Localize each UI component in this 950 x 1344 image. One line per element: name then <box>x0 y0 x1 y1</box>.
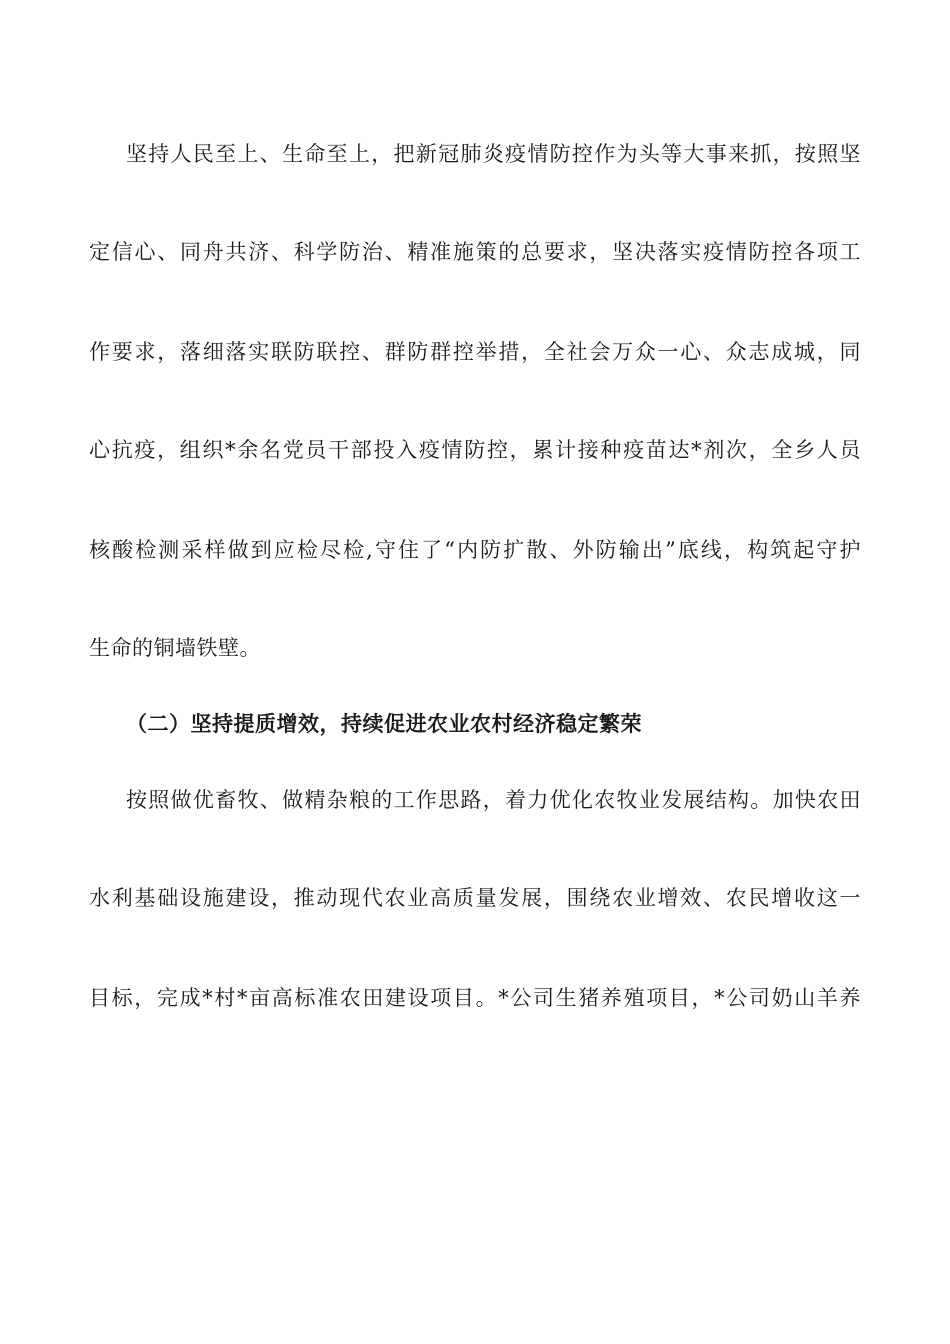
paragraph1-line-5: 核酸检测采样做到应检尽检,守住了“内防扩散、外防输出”底线，构筑起守护 <box>89 538 861 562</box>
paragraph1-line-1: 坚持人民至上、生命至上，把新冠肺炎疫情防控作为头等大事来抓，按照坚 <box>126 142 861 166</box>
paragraph2-line-1: 按照做优畜牧、做精杂粮的工作思路，着力优化农牧业发展结构。加快农田 <box>126 788 861 812</box>
paragraph2-line-3: 目标，完成*村*亩高标准农田建设项目。*公司生猪养殖项目，*公司奶山羊养 <box>89 986 861 1010</box>
paragraph1-line-2: 定信心、同舟共济、科学防治、精准施策的总要求，坚决落实疫情防控各项工 <box>89 240 861 264</box>
paragraph1-line-6: 生命的铜墙铁壁。 <box>89 636 261 660</box>
paragraph2-line-2: 水利基础设施建设，推动现代农业高质量发展，围绕农业增效、农民增收这一 <box>89 886 861 910</box>
paragraph1-line-3: 作要求，落细落实联防联控、群防群控举措，全社会万众一心、众志成城，同 <box>89 340 861 364</box>
section-heading: （二）坚持提质增效，持续促进农业农村经济稳定繁荣 <box>126 712 642 736</box>
paragraph1-line-4: 心抗疫，组织*余名党员干部投入疫情防控，累计接种疫苗达*剂次，全乡人员 <box>89 438 861 462</box>
